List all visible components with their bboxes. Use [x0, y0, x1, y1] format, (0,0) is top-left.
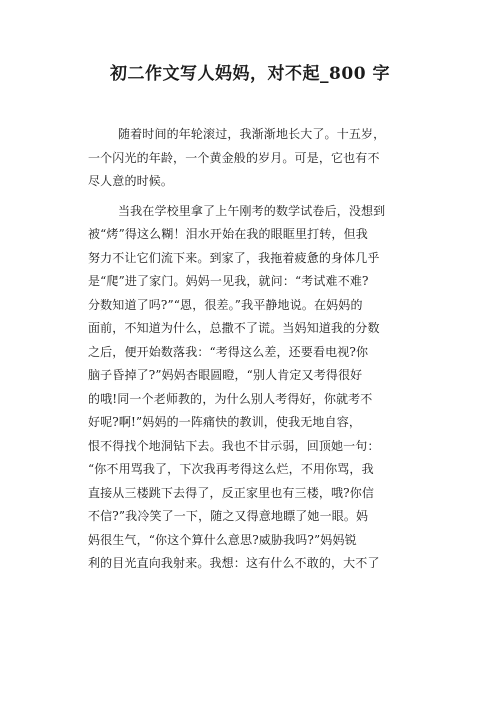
- paragraph-2-line-8: 脑子昏掉了?”妈妈杏眼圆瞪，“别人肯定又考得很好: [88, 368, 363, 382]
- paragraph-2-line-5: 分数知道了吗?”“恩，很差。”我平静地说。在妈妈的: [88, 297, 363, 312]
- paragraph-2-line-11: 恨不得找个地洞钻下去。我也不甘示弱，回顶她一句：: [88, 438, 380, 453]
- paragraph-2-line-13: 直接从三楼跳下去得了，反正家里也有三楼，哦?你信: [88, 485, 375, 500]
- paragraph-1-line-2: 一个闪光的年龄，一个黄金般的岁月。可是，它也有不: [88, 150, 380, 165]
- paragraph-2-line-3: 努力不让它们流下来。到家了，我拖着疲惫的身体几乎: [88, 250, 380, 265]
- paragraph-2-line-9: 的哦!同一个老师教的，为什么别人考得好，你就考不: [88, 391, 373, 406]
- paragraph-1-line-3: 尽人意的时候。: [88, 174, 174, 188]
- paragraph-2-line-2: 被“烤”得这么糊！泪水开始在我的眼眶里打转，但我: [88, 227, 368, 241]
- paragraph-1-line-1: 随着时间的年轮滚过，我渐渐地长大了。十五岁，: [118, 127, 386, 141]
- paragraph-2-line-14: 不信?”我冷笑了一下，随之又得意地瞟了她一眼。妈: [88, 509, 369, 523]
- paragraph-2-line-10: 好呢?啊!”妈妈的一阵痛快的教训，使我无地自容，: [88, 415, 361, 429]
- paragraph-2-line-7: 之后，便开始数落我：“考得这么差，还要看电视?你: [88, 344, 369, 359]
- paragraph-2-line-12: “你不用骂我了，下次我再考得这么烂，不用你骂，我: [88, 462, 374, 476]
- paragraph-2-line-4: 是“爬”进了家门。妈妈一见我，就问：“考试难不难?: [88, 274, 369, 288]
- paragraph-2-line-6: 面前，不知道为什么，总撒不了谎。当妈知道我的分数: [88, 321, 380, 335]
- paragraph-2-line-15: 妈很生气，“你这个算什么意思?威胁我吗?”妈妈锐: [88, 532, 357, 547]
- paragraph-2-line-1: 当我在学校里拿了上午刚考的数学试卷后，没想到: [118, 203, 386, 218]
- document-body: [88, 123, 428, 576]
- paragraph-2-line-16: 利的目光直向我射来。我想：这有什么不敢的，大不了: [88, 556, 380, 570]
- document-title: 初二作文写人妈妈，对不起_800 字: [110, 64, 390, 84]
